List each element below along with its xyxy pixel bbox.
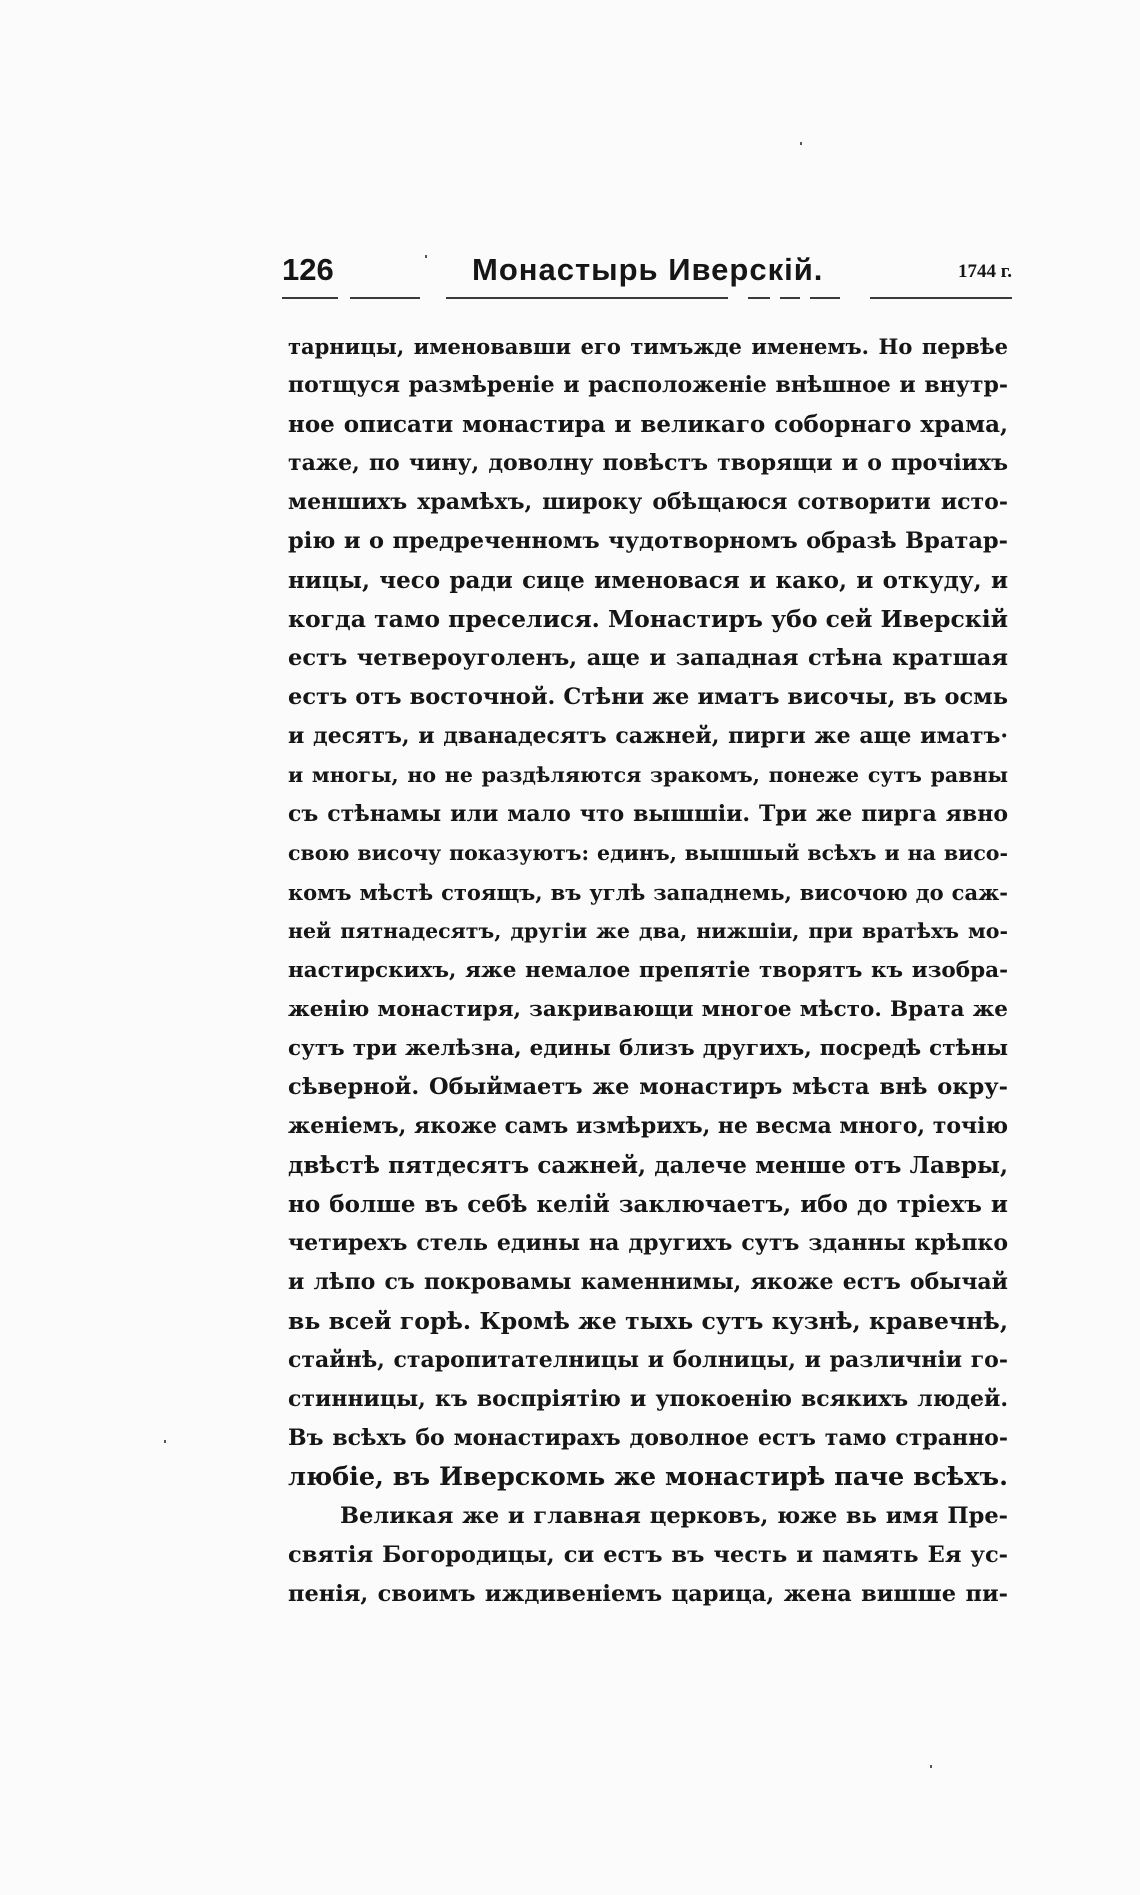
text-line: настирскихъ, яже немалое препятіе творятъ къ изобра-: [288, 958, 1008, 983]
text-line: женію монастиря, закривающи многое мѣсто. Врата же: [288, 997, 1008, 1022]
rule-gap: [840, 295, 870, 301]
text-line: ницы, чесо ради сице именовася и како, и откуду, и: [288, 567, 1008, 594]
text-line: таже, по чину, доволну повѣстъ творящи и о прочіихъ: [288, 450, 1008, 476]
text-line: меншихъ храмѣхъ, широку обѣщаюся сотворити исто-: [288, 489, 1008, 515]
print-speck: [930, 1765, 932, 1768]
print-speck: [425, 255, 427, 258]
text-line: ное описати монастира и великаго соборнаго храма,: [288, 411, 1008, 438]
text-line: ней пятнадесятъ, другіи же два, нижшіи, при вратѣхъ мо-: [288, 919, 1008, 943]
paragraph-1: [288, 327, 1008, 1497]
body-text: [288, 327, 1008, 1614]
page-number: 126: [282, 252, 334, 287]
text-line: женіемъ, якоже самъ измѣрихъ, не весма много, точію: [288, 1113, 1009, 1139]
text-line: но болше въ себѣ келій заключаетъ, ибо до тріехъ и: [288, 1191, 1008, 1218]
text-line: и десятъ, и дванадесятъ сажней, пирги же аще иматъ·: [288, 723, 1008, 749]
text-line: пенія, своимъ иждивеніемъ царица, жена вишше пи-: [288, 1581, 1008, 1607]
text-line: съ стѣнамы или мало что вышшіи. Три же пирга явно: [288, 801, 1008, 827]
header-rule: [282, 297, 1012, 299]
text-line: стайнѣ, старопитателницы и болницы, и различніи го-: [288, 1347, 1008, 1373]
rule-gap: [770, 295, 780, 301]
text-line: сутъ три желѣзна, едины близъ другихъ, посредѣ стѣны: [288, 1036, 1008, 1061]
text-line: тарницы, именовавши его тимъжде именемъ. Но первѣе: [288, 334, 1008, 359]
year-marker: 1744 г.: [958, 261, 1012, 282]
text-line: естъ четвероуголенъ, аще и западная стѣна кратшая: [288, 645, 1008, 671]
running-title: Монастырь Иверскій.: [472, 252, 824, 287]
rule-gap: [728, 295, 748, 301]
rule-gap: [338, 295, 350, 301]
text-line: стинницы, къ воспріятію и упокоенію всякихъ людей.: [288, 1386, 1008, 1412]
text-line: комъ мѣстѣ стоящъ, въ углѣ западнемь, височою до саж-: [288, 880, 1008, 905]
text-line: когда тамо преселися. Монастиръ убо сей Иверскій: [288, 605, 1009, 633]
print-speck: [800, 142, 802, 145]
text-line: и лѣпо съ покровамы каменнимы, якоже естъ обычай: [288, 1269, 1008, 1295]
text-line: любіе, въ Иверскомь же монастирѣ паче всѣхъ.: [288, 1462, 1008, 1492]
text-line: Великая же и главная церковъ, юже вь имя Пре-: [340, 1503, 1008, 1529]
page-header: [282, 252, 1020, 302]
print-speck: [164, 1440, 166, 1443]
text-line: вь всей горѣ. Кромѣ же тыхь сутъ кузнѣ, кравечнѣ,: [288, 1307, 1008, 1335]
text-line: свою височу показуютъ: единъ, вышшый всѣхъ и на висо-: [288, 841, 1008, 865]
text-line: святія Богородицы, си естъ въ честь и память Ея ус-: [288, 1542, 1008, 1568]
text-line: естъ отъ восточной. Стѣни же иматъ височы, въ осмь: [288, 684, 1008, 710]
text-line: потщуся размѣреніе и расположеніе внѣшное и внутр-: [288, 372, 1008, 398]
text-line: двѣстѣ пятдесятъ сажней, далече менше отъ Лавры,: [288, 1152, 1008, 1179]
paragraph-2: [288, 1497, 1008, 1614]
rule-gap: [800, 295, 810, 301]
text-line: Въ всѣхъ бо монастирахъ доволное естъ тамо странно-: [288, 1425, 1008, 1451]
text-line: рію и о предреченномъ чудотворномъ образѣ Вратар-: [288, 528, 1008, 554]
text-line: четирехъ стель едины на другихъ сутъ зданны крѣпко: [288, 1230, 1008, 1256]
text-line: и многы, но не раздѣляются зракомъ, понеже сутъ равны: [288, 763, 1008, 787]
text-line: сѣверной. Обыймаетъ же монастиръ мѣста внѣ окру-: [288, 1074, 1008, 1100]
rule-gap: [420, 295, 446, 301]
